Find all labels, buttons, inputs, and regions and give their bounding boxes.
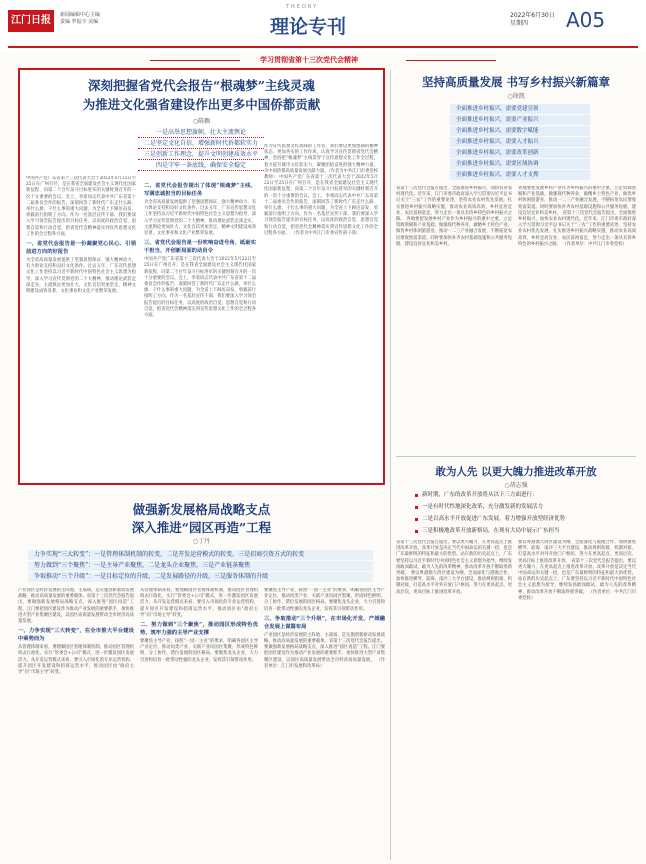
body-text: 要聚焦主导产业，按照“一园一主业”的要求，明确各园区主导产业定位，推动同类产业、关联产业向园区集聚，形成特色鲜明、分工协作、错位发展的园区格局。要聚焦龙头企业，大力引进和培育一批带动性强的龙头企业，发挥其引领带动作用。 [264,588,385,612]
body-text: 省第十三次党代会报告提出，要以更大魄力、在更高起点上推进改革开放。改革开放是决定当代中国命运的关键一招，也是广东最鲜明的特征和最大的优势。站在新的历史起点上，广东要坚持以习近平新时代中国特色社会主义思想为指导，继续发扬敢闯敢试、敢为人先的改革精神，推动改革开放不断取得新突破。 [518,558,636,595]
article-c-column-2 [518,540,636,860]
editor-line: 新闻编辑中心主编 [60,12,101,18]
article-d-author: ○丁丹 [192,538,211,545]
body-text: 作为宣传思想文化战线的工作者，我们要以更加饱满的精神状态、更加务实的工作作风，认真学习宣传贯彻省党代会精神，坚持把“根魂梦”主线贯穿于宣传思想文化工作全过程，着力提升城市文化软实力，凝聚团结奋进的强大精神力量，为中国侨都高质量发展贡献力量。（作者为中共江门市委党校教师） [264,144,378,181]
article-d-column-3 [264,588,385,860]
body-text: 从管理体制来看，要理顺园区管理体制机制，推动园区管理机构去行政化，实行“管委会+公司”模式，进一步激发园区发展活力。从开发运营模式来看，要引入市场化的专业运营机构，提升园区开发建设和招商运营水平，推动园区由“政府主导”向“市场主导”转变。 [140,588,258,618]
body-text: 要聚焦主导产业，按照“一园一主业”的要求，明确各园区主导产业定位，推动同类产业、关联产业向园区集聚，形成特色鲜明、分工协作、错位发展的园区格局。要聚焦龙头企业，大力引进和培育一批带动性强的龙头企业，发挥其引领带动作用。 [140,639,258,663]
article-a-column-1 [26,176,136,476]
article-b-column-1 [396,186,512,450]
column-divider [390,70,391,860]
body-text: 省第十三次党代会报告提出，要以更大魄力、在更高起点上推进改革开放。改革开放是决定当代中国命运的关键一招，也是广东最鲜明的特征和最大的优势。站在新的历史起点上，广东要坚持以习近平新时代中国特色社会主义思想为指导，继续发扬敢闯敢试、敢为人先的改革精神，推动改革开放不断取得新突破。 [396,540,512,577]
body-text: 各地要把发展乡村产业作为乡村振兴的重中之重，立足资源禀赋和产业基础，做强现代种养业，做精乡土特色产业，做优乡村休闲旅游业，推动一二三产业融合发展，不断拓宽农民增收致富渠道。同时要加快补齐农村基础设施和公共服务短板，建设宜居宜业和美乡村。 [396,217,512,247]
article-a-column-3 [264,144,378,476]
article-a-subhead: 三、省党代会报告是一份吹响奋进号角、砥砺实干担当、开创新局面的动员令 [144,240,256,255]
article-b-column-2 [518,186,636,450]
summary-item: 努力做到“三个聚焦”：一是主导产业聚焦，二是龙头企业聚焦，三是产业链条聚焦 [28,561,373,571]
body-text: 产业园区是经济发展的主阵地、主战场，是实施创新驱动发展战略、推动高质量发展的重要载体。省第十三次党代会报告提出，要做强新发展格局战略支点，深入推进“园区再造”工程。江门要把园区建设作为推动产业发展的重要抓手，加快推进大型产业集聚区建设，以园区高质量发展带动全市经济高质量发展。 [264,632,385,663]
article-b-endnote: （作者单位：中共江门市委党校） [562,241,627,247]
masthead [0,0,646,52]
article-a-title-line[interactable]: 深刻把握省党代会报告“根魂梦”主线灵魂 [88,78,315,93]
article-d-summary [28,550,373,583]
article-b-author: ○徐凯 [507,93,525,100]
body-text: 为全省高质量发展提供了坚强思想保证、强大精神动力、有力舆论支持和良好文化条件。过去五年，广东宣传思想文化工作坚持以习近平新时代中国特色社会主义思想为指导，深入学习宣传贯彻党的二十大精神，推动理论武装走深走实，主流舆论更加壮大，文化自信更加坚定，精神文明建设成效显著，文化事业和文化产业繁荣发展。 [26,258,136,295]
article-c-column-1 [396,540,512,860]
body-text: 各地要把发展乡村产业作为乡村振兴的重中之重，立足资源禀赋和产业基础，做强现代种养业，做精乡土特色产业，做优乡村休闲旅游业，推动一二三产业融合发展，不断拓宽农民增收致富渠道。同时要加快补齐农村基础设施和公共服务短板，建设宜居宜业和美乡村。 [518,186,636,216]
summary-item: 二是以高水平开放促进广东发展，着力增强开放型经济优势 [414,514,624,525]
article-a-summary [138,128,264,172]
article-a-title-line[interactable]: 为推进文化强省建设作出更多中国侨都贡献 [82,97,321,112]
article-d-title-line: 深入推进“园区再造”工程 [131,520,272,535]
article-c-author: ○胡志强 [504,482,528,489]
body-text: 省第十三次党代会报告提出，全面推进乡村振兴，加快农业农村现代化。近年来，江门市委市政府深入学习贯彻习近平总书记关于“三农”工作的重要论述，坚持农业农村优先发展，扎实推进乡村振兴战略实施，推动农业高质高效、乡村宜居宜业、农民富裕富足，努力走出一条具有侨乡特色的乡村振兴之路。 [518,210,636,247]
summary-item: 一是高举思想旗帜，壮大主流舆论 [138,128,264,138]
summary-item: 全面推进乡村振兴，需要区域协调 [450,159,590,169]
article-d-subhead: 二、努力做到“三个聚焦”，推动园区形成特色优势，筑牢力强的主导产业支撑 [140,622,258,637]
editor-info [60,12,120,26]
body-text: 要以粤港澳大湾区建设为纲，全面深化与港澳合作，加快推进横琴、前海、南沙三大平台建设，推动规则衔接、机制对接，打造高水平对外开放门户枢纽，努力在更高起点、更高层次、更高目标上推进改革开放。 [396,571,512,595]
banner-rule-left [150,60,240,61]
article-d-title-line: 做强新发展格局战略支点 [132,502,271,517]
article-a [18,68,385,485]
body-text: 中国共产党广东省第十三次代表大会于2022年5月22日至25日在广州召开，是在我省全面建设社会主义现代化国家新征程、向第二个百年奋斗目标进军的关键时刻召开的一次十分重要的会议。会上，李希同志代表中共广东省第十二届委员会作的报告，深刻回答了新时代广东走什么路、举什么旗、干什么事的重大问题，为全省上下踔厉奋发、勇毅前行指明了方向。作为一名基层宣传干部，我们要深入学习领会报告提出的目标任务，以高度的政治自觉、思想自觉和行动自觉，把省党代会精神落实到宣传思想文化工作的全过程各方面。 [264,175,378,236]
summary-item: 全面推进乡村振兴，需要数字赋能 [450,126,590,136]
date-text: 2022年6月30日 [510,12,555,19]
article-a-subhead: 一、省党代会报告是一份凝聚党心民心、引领前进方向的好报告 [26,241,136,256]
body-text: 为全省高质量发展提供了坚强思想保证、强大精神动力、有力舆论支持和良好文化条件。过去五年，广东宣传思想文化工作坚持以习近平新时代中国特色社会主义思想为指导，深入学习宣传贯彻党的二十大精神，推动理论武装走深走实，主流舆论更加壮大，文化自信更加坚定，精神文明建设成效显著，文化事业和文化产业繁荣发展。 [144,200,256,237]
summary-item: 三是创新工作理念，提升文明创建质效水平 [138,150,264,160]
article-a-subhead: 二、省党代会报告提出了体现“根魂梦”主线、写满忠诚担当的目标任务 [144,183,256,197]
newspaper-logo: 江门日报 [8,10,54,32]
article-a-endnote: （作者为中共江门市委宣传部干部） [291,230,360,236]
article-d-subhead: 一、力争实现“三大转变”，在全市推大平台建设中乘势而为 [18,628,134,643]
summary-item: 四是守牢一条底线，确保安全稳定 [138,161,264,171]
summary-item: 二是坚定文化自信，增强新时代侨都软实力 [138,139,264,149]
section-english-label: THEORY [286,4,319,10]
article-c-summary [414,490,624,538]
body-text: 中国共产党广东省第十三次代表大会于2022年5月22日至25日在广州召开，是在我省全面建设社会主义现代化国家新征程、向第二个百年奋斗目标进军的关键时刻召开的一次十分重要的会议。会上，李希同志代表中共广东省第十二届委员会作的报告，深刻回答了新时代广东走什么路、举什么旗、干什么事的重大问题，为全省上下踔厉奋发、勇毅前行指明了方向。作为一名基层宣传干部，我们要深入学习领会报告提出的目标任务，以高度的政治自觉、思想自觉和行动自觉，把省党代会精神落实到宣传思想文化工作的全过程各方面。 [144,257,256,319]
page-title: 理论专刊 [270,16,347,38]
article-a-author: ○陈飘 [192,118,211,125]
summary-item: 力争实现“三大转变”：一是管理体制机制的转变，二是开发运营模式的转变，三是招商引资方式的转变 [28,550,373,560]
article-c-endnote: （作者单位：中共江门市委党校） [518,589,636,601]
article-b-summary [450,104,590,181]
page-number: A05 [566,8,606,32]
masthead-rule [8,46,638,48]
article-d-column-2 [140,588,258,860]
editor-line: 责编 罗振宇 美编 [60,19,99,25]
article-d-subhead: 三、争取推动“三个升级”，在市场化开发、产城融合发展上谋篇布局 [264,615,385,630]
summary-item: 全面推进乡村振兴，需要人才振兴 [450,137,590,147]
article-d-title[interactable] [18,500,385,536]
article-d-column-1 [18,588,134,860]
article-d-endnote: （作者单位：江门市发展和改革局） [264,657,385,669]
summary-item: 新时期，广东的改革开放将从以下三方面进行： [414,490,624,501]
body-text: 要以粤港澳大湾区建设为纲，全面深化与港澳合作，加快推进横琴、前海、南沙三大平台建设，推动规则衔接、机制对接，打造高水平对外开放门户枢纽，努力在更高起点、更高层次、更高目标上推进改革开放。 [518,540,636,564]
summary-item: 全面推进乡村振兴，需要改革创新 [450,148,590,158]
summary-item: 一是有时代性地深化改革，充分激发新的发展活力 [414,502,624,513]
summary-item: 三是积极地改革开放新格局，在现有大局中展示广东担当 [414,526,624,537]
body-text: 省第十三次党代会报告提出，全面推进乡村振兴，加快农业农村现代化。近年来，江门市委市政府深入学习贯彻习近平总书记关于“三农”工作的重要论述，坚持农业农村优先发展，扎实推进乡村振兴战略实施，推动农业高质高效、乡村宜居宜业、农民富裕富足，努力走出一条具有侨乡特色的乡村振兴之路。 [396,186,512,223]
column-banner-text: 学习贯彻省第十三次党代会精神 [260,56,358,64]
issue-date [510,12,570,28]
summary-item: 争取推动“三个升级”：一是目标定位的升级，二是发展路径的升级，三是服务体制的升级 [28,572,373,582]
banner-rule-right [406,60,496,61]
article-a-column-2 [144,180,256,476]
summary-item: 全面推进乡村振兴，需要人才支撑 [450,170,590,180]
article-b-title[interactable]: 坚持高质量发展 书写乡村振兴新篇章 [421,75,610,89]
column-banner [150,53,496,67]
article-c-title[interactable]: 敢为人先 以更大魄力推进改革开放 [435,466,597,478]
body-text: 产业园区是经济发展的主阵地、主战场，是实施创新驱动发展战略、推动高质量发展的重要载体。省第十三次党代会报告提出，要做强新发展格局战略支点，深入推进“园区再造”工程。江门要把园区建设作为推动产业发展的重要抓手，加快推进大型产业集聚区建设，以园区高质量发展带动全市经济高质量发展。 [18,588,134,625]
section-divider [396,456,636,457]
summary-item: 全面推进乡村振兴，需要产业振兴 [450,115,590,125]
weekday-text: 星期四 [510,20,529,27]
body-text: 从管理体制来看，要理顺园区管理体制机制，推动园区管理机构去行政化，实行“管委会+公司”模式，进一步激发园区发展活力。从开发运营模式来看，要引入市场化的专业运营机构，提升园区开发建设和招商运营水平，推动园区由“政府主导”向“市场主导”转变。 [18,645,134,676]
body-text: 中国共产党广东省第十三次代表大会于2022年5月22日至25日在广州召开，是在我省全面建设社会主义现代化国家新征程、向第二个百年奋斗目标进军的关键时刻召开的一次十分重要的会议。会上，李希同志代表中共广东省第十二届委员会作的报告，深刻回答了新时代广东走什么路、举什么旗、干什么事的重大问题，为全省上下踔厉奋发、勇毅前行指明了方向。作为一名基层宣传干部，我们要深入学习领会报告提出的目标任务，以高度的政治自觉、思想自觉和行动自觉，把省党代会精神落实到宣传思想文化工作的全过程各方面。 [26,176,136,237]
summary-item: 全面推进乡村振兴，需要党建引领 [450,104,590,114]
